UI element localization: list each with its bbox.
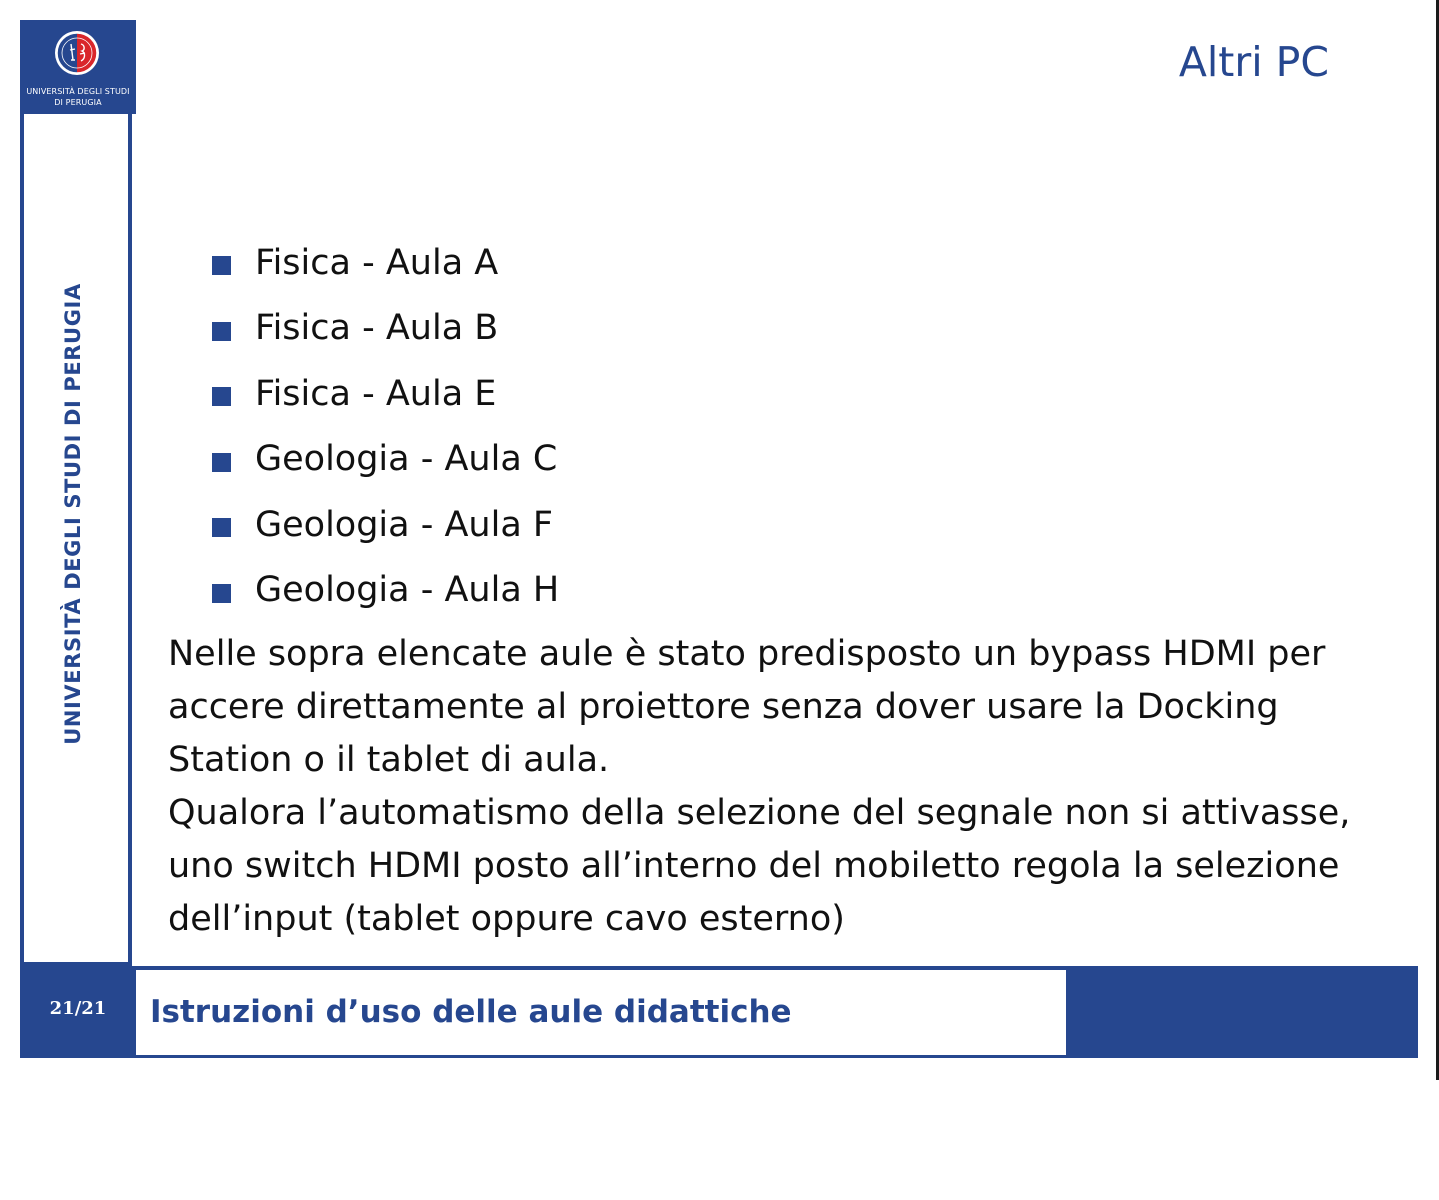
list-item — [212, 492, 559, 558]
list-item — [212, 230, 559, 296]
list-item — [212, 296, 559, 362]
list-item-text: Fisica - Aula A — [255, 242, 499, 283]
list-item — [212, 427, 559, 493]
square-bullet-icon — [212, 518, 231, 537]
list-item — [212, 558, 559, 624]
body-paragraph-hdmi-switch: Qualora l’automatismo della selezione del segnale non si attivasse, uno switch HDMI posto all’interno del mobiletto regola la selezione dell’input (tablet oppure cavo esterno) — [168, 793, 1351, 939]
square-bullet-icon — [212, 453, 231, 472]
list-item-text: Fisica - Aula E — [255, 373, 497, 414]
square-bullet-icon — [212, 322, 231, 341]
square-bullet-icon — [212, 387, 231, 406]
list-item-text: Geologia - Aula H — [255, 570, 560, 611]
logo-caption-line1: UNIVERSITÀ DEGLI STUDI — [26, 87, 130, 96]
body-paragraph-hdmi-bypass: Nelle sopra elencate aule è stato predisposto un bypass HDMI per accere direttamente al proiettore senza dover usare la Docking Station o il tablet di aula. — [168, 634, 1326, 780]
page-number: 21/21 — [49, 998, 107, 1019]
slide-title: Altri PC — [1178, 38, 1329, 86]
body-text — [168, 628, 1408, 946]
list-item — [212, 361, 559, 427]
list-item-text: Fisica - Aula B — [255, 308, 499, 349]
square-bullet-icon — [212, 584, 231, 603]
university-seal-logo — [54, 30, 100, 76]
bullet-list — [212, 230, 559, 623]
list-item-text: Geologia - Aula F — [255, 504, 554, 545]
logo-caption — [20, 86, 136, 108]
square-bullet-icon — [212, 256, 231, 275]
logo-caption-line2: DI PERUGIA — [54, 98, 102, 107]
vertical-university-name-text: UNIVERSITÀ DEGLI STUDI DI PERUGIA — [61, 283, 85, 745]
list-item-text: Geologia - Aula C — [255, 439, 558, 480]
footer-title: Istruzioni d’uso delle aule didattiche — [150, 994, 792, 1030]
